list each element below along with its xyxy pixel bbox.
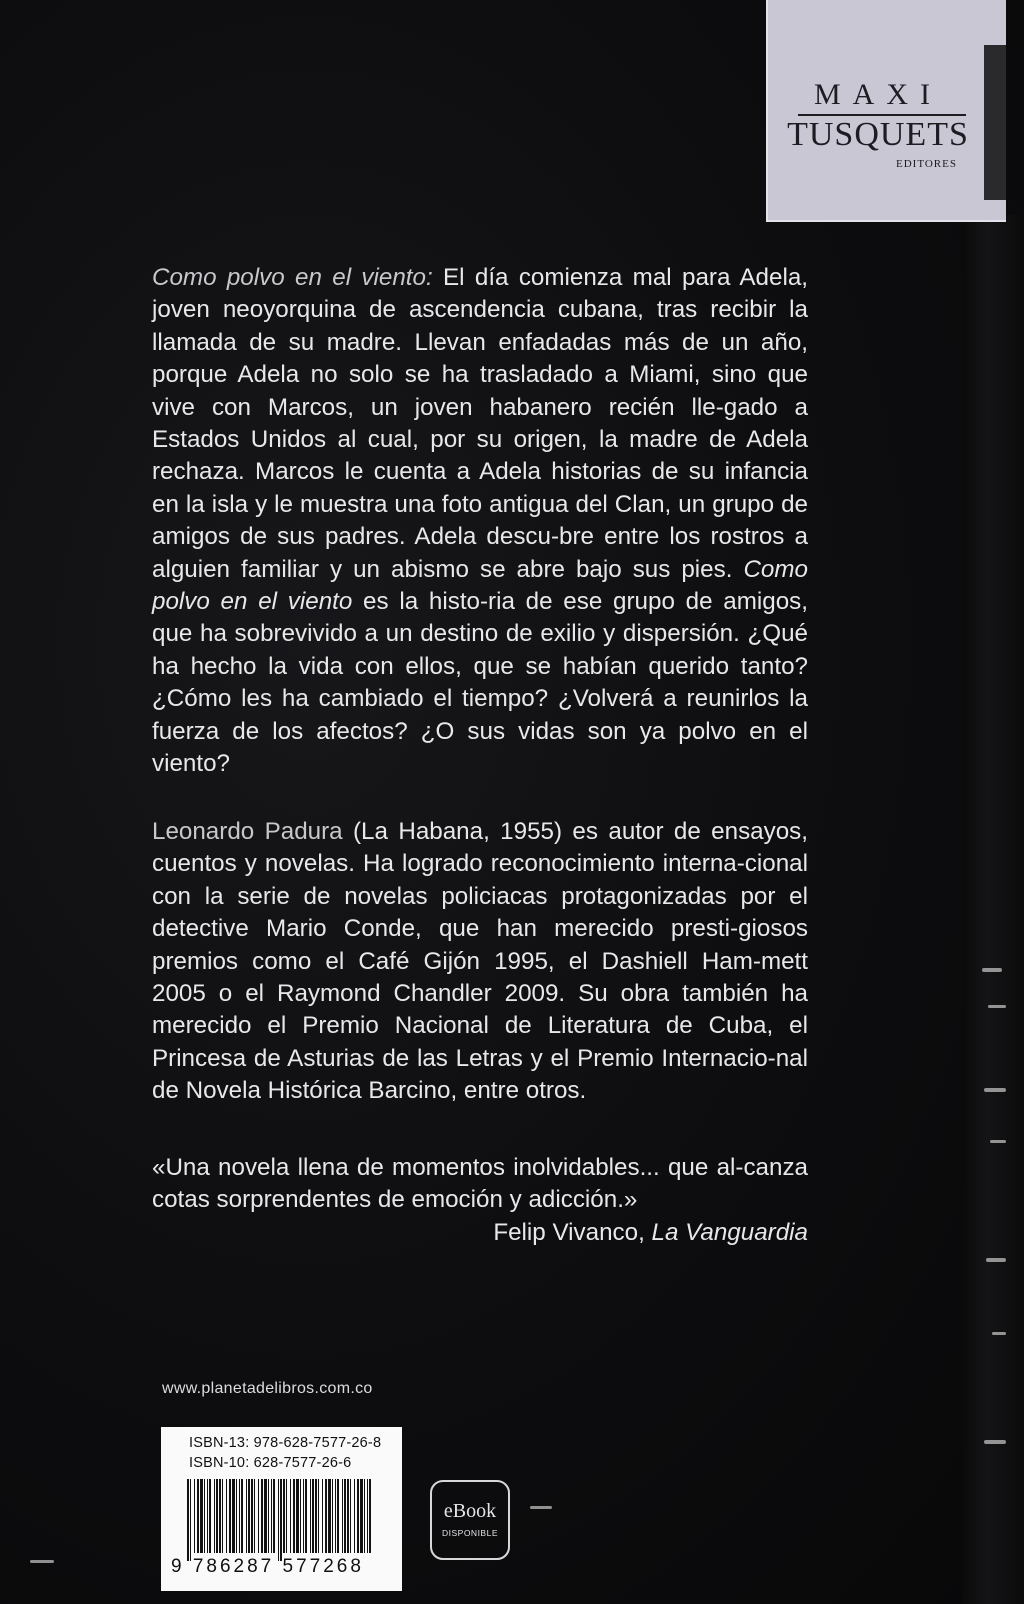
barcode-bar (305, 1479, 307, 1553)
barcode-bar (357, 1479, 359, 1553)
barcode-bar (232, 1479, 235, 1553)
author-name: Leonardo Padura (152, 818, 343, 845)
barcode-bar (290, 1479, 291, 1553)
logo-publisher-name: TUSQUETS (787, 116, 969, 153)
barcode-bar (296, 1479, 299, 1553)
barcode-bar (322, 1479, 323, 1553)
barcode-bar (328, 1479, 331, 1553)
barcode-bar (347, 1479, 349, 1553)
wrap-reflection (990, 1140, 1006, 1143)
barcode-bar (273, 1479, 275, 1553)
barcode-bar (261, 1479, 263, 1553)
barcode-bar (367, 1479, 368, 1553)
ebook-title: eBook (443, 1500, 497, 1522)
wrap-reflection (984, 1088, 1006, 1092)
barcode-bar (214, 1479, 215, 1553)
wrap-reflection (992, 1332, 1006, 1335)
logo-maxi-text: MAXI (814, 78, 942, 111)
logo-editores-text: EDITORES (896, 158, 957, 170)
barcode-bar (246, 1479, 247, 1553)
barcode-bar (350, 1479, 351, 1553)
barcode-bar (312, 1479, 314, 1553)
barcode-bar (332, 1479, 333, 1553)
barcode-bar (264, 1479, 267, 1553)
barcode-bar (239, 1479, 240, 1553)
wrap-reflection (988, 1005, 1006, 1008)
barcode-bar (280, 1479, 282, 1561)
isbn-10: ISBN-10: 628-7577-26-6 (189, 1455, 352, 1471)
barcode-bar (354, 1479, 355, 1553)
barcode-bar (197, 1479, 199, 1553)
barcode-bar (251, 1479, 253, 1553)
barcode-bar (278, 1479, 279, 1561)
barcode-bar (364, 1479, 365, 1553)
barcode-bar (209, 1479, 211, 1553)
barcode-bar (360, 1479, 363, 1553)
wrap-reflection (986, 1258, 1006, 1262)
barcode-bar (369, 1479, 371, 1553)
barcode-bar (344, 1479, 346, 1553)
barcode-bar (226, 1479, 227, 1553)
press-quote: «Una novela llena de momentos inolvidables... que al-canza cotas sorprendentes de emoción y adicción.» (152, 1154, 808, 1214)
author-bio-paragraph (152, 816, 808, 1108)
barcode-bar (254, 1479, 255, 1553)
barcode-bar (300, 1479, 301, 1553)
barcode-bar (258, 1479, 259, 1553)
synopsis-text-1: El día comienza mal para Adela, joven neoyorquina de ascendencia cubana, tras recibir la llamada de su madre. Llevan enfadadas más de un año, porque Adela no solo se ha trasladado a Miami, sino que vive con Marcos, un joven habanero recién lle-gado a Estados Unidos al cual, por su origen, la madre de Adela rechaza. Marcos le cuenta a Adela historias de su infancia en la isla y le muestra una foto antigua del Clan, un grupo de amigos de sus padres. Adela descu-bre entre los rostros a alguien familiar y un abismo se abre bajo sus pies. (152, 264, 808, 583)
synopsis-inline-title: Como polvo en el viento (152, 555, 808, 616)
barcode-bar (219, 1479, 221, 1553)
barcode-bar (293, 1479, 295, 1553)
wrap-reflection (30, 1560, 54, 1563)
author-bio-text: (La Habana, 1955) es autor de ensayos, cuentos y novelas. Ha logrado reconocimiento interna-cional con la serie de novelas policiacas protagonizadas por el detective Mario Conde, que han merecido presti-giosos premios como el Café Gijón 1995, el Dashiell Ham-mett 2005 o el Raymond Chandler 2009. Su obra también ha merecido el Premio Nacional de Literatura de Cuba, el Princesa de Asturias de las Letras y el Premio Internacio-nal de Novela Histórica Barcino, entre otros. (152, 818, 808, 1105)
barcode-bar (303, 1479, 304, 1553)
quote-critic: Felip Vivanco, (493, 1219, 645, 1246)
synopsis-text-2: es la histo-ria de ese grupo de amigos, que ha sobrevivido a un destino de exilio y dispersión. ¿Qué ha hecho la vida con ellos, que se habían querido tanto? ¿Cómo les ha cambiado el tiempo? ¿Volverá a reunirlos la fuerza de los afectos? ¿O sus vidas son ya polvo en el viento? (152, 588, 808, 778)
barcode-bar (335, 1479, 336, 1553)
barcode-bar (337, 1479, 339, 1553)
isbn-13: ISBN-13: 978-628-7577-26-8 (189, 1435, 382, 1451)
barcode-bar (248, 1479, 250, 1553)
synopsis-paragraph (152, 262, 808, 781)
wrap-reflection (982, 968, 1002, 972)
barcode-bar (194, 1479, 195, 1553)
barcode-bar (318, 1479, 319, 1553)
barcode-bar (315, 1479, 317, 1553)
barcode-bar (236, 1479, 237, 1553)
publisher-website[interactable]: www.planetadelibros.com.co (162, 1380, 373, 1397)
ebook-subtitle: DISPONIBLE (441, 1528, 499, 1538)
isbn-barcode-label (161, 1427, 402, 1591)
wrap-reflection (530, 1506, 552, 1509)
barcode-bar (283, 1479, 285, 1553)
synopsis-title: Como polvo en el viento: (152, 264, 433, 291)
quote-source: La Vanguardia (651, 1219, 808, 1246)
barcode-bar (342, 1479, 343, 1553)
barcode-bar (200, 1479, 203, 1553)
barcode-digits: 9 786287 577268 (171, 1556, 364, 1577)
barcode-bar (286, 1479, 287, 1553)
barcode-bar (241, 1479, 243, 1553)
publisher-logo (766, 0, 1006, 222)
barcode-bar (268, 1479, 269, 1553)
barcode-bar (310, 1479, 311, 1553)
wrap-reflection (984, 1440, 1006, 1444)
barcode-bar (325, 1479, 327, 1553)
barcode-bar (187, 1479, 189, 1561)
barcode-bar (190, 1479, 191, 1561)
barcode-icon (187, 1479, 375, 1561)
barcode-bar (216, 1479, 218, 1553)
ebook-badge (430, 1480, 510, 1560)
plastic-wrap-edge (962, 215, 1024, 1604)
barcode-bar (207, 1479, 208, 1553)
barcode-bar (222, 1479, 223, 1553)
barcode-bar (271, 1479, 272, 1553)
quote-attribution (493, 1217, 808, 1249)
barcode-bar (229, 1479, 231, 1553)
barcode-bar (204, 1479, 205, 1553)
